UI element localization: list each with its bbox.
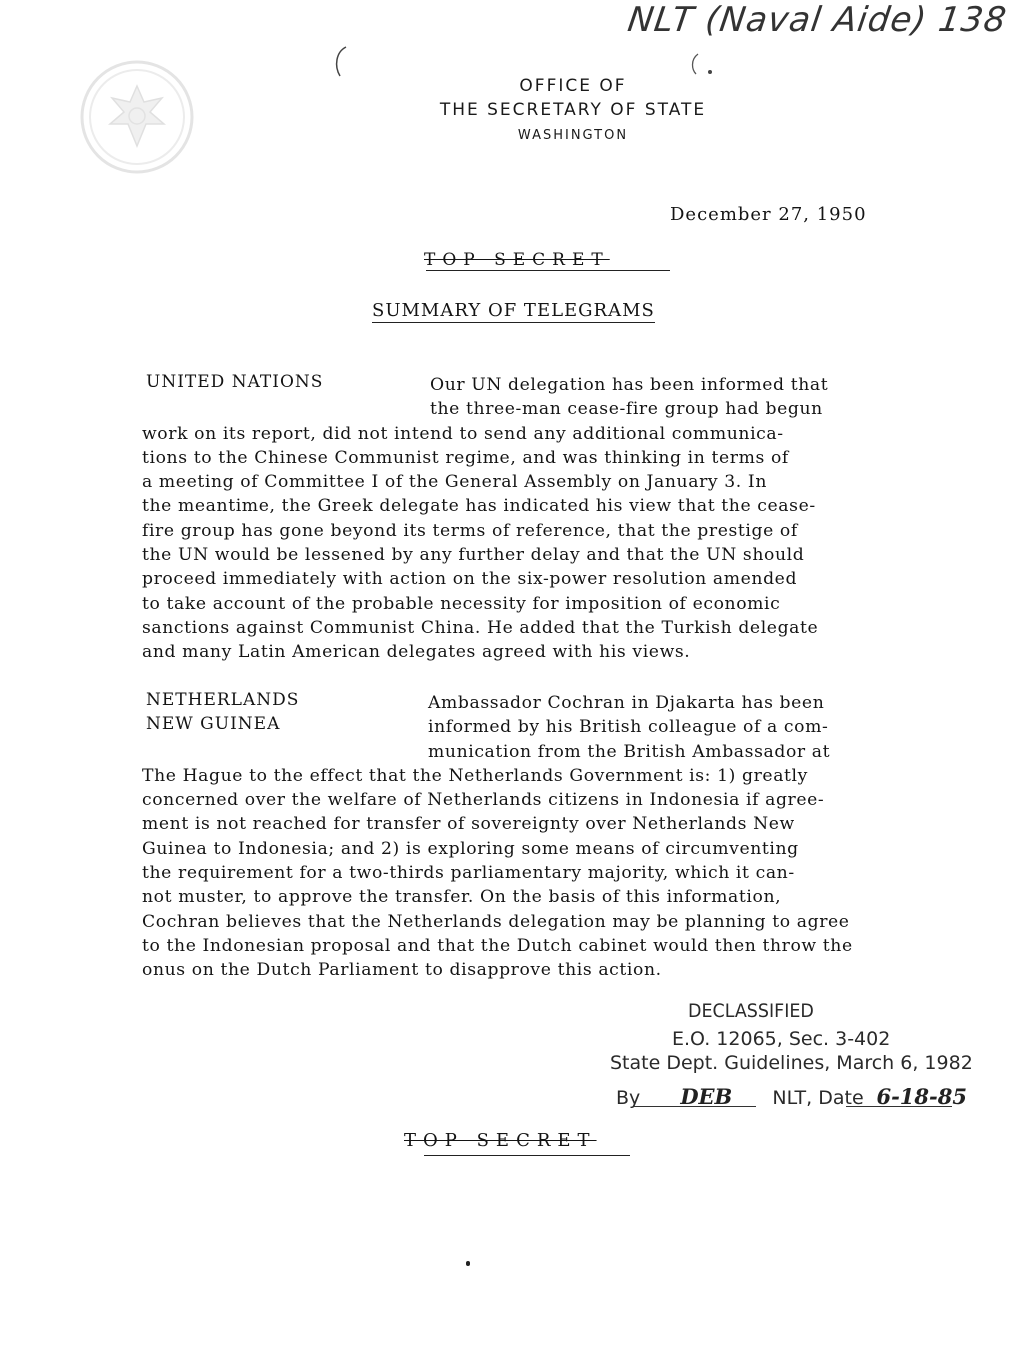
signature-underline <box>634 1106 756 1107</box>
body-line: a meeting of Committee I of the General Assembly on January 3. In <box>142 472 767 493</box>
body-line: and many Latin American delegates agreed with his views. <box>142 642 691 663</box>
body-line: Ambassador Cochran in Djakarta has been <box>428 693 825 713</box>
classification-bottom: TOP SECRET <box>404 1130 597 1151</box>
declassified-order: E.O. 12065, Sec. 3-402 <box>672 1028 891 1050</box>
paper-mark <box>688 52 718 78</box>
document-title: SUMMARY OF TELEGRAMS <box>372 300 655 321</box>
declassified-date: 6-18-85 <box>876 1084 967 1109</box>
divider <box>426 270 670 271</box>
paper-speck <box>466 1261 470 1266</box>
body-line: ment is not reached for transfer of sovereignty over Netherlands New <box>142 814 795 835</box>
body-line: to take account of the probable necessity for imposition of economic <box>142 593 781 614</box>
section-body <box>142 373 930 665</box>
by-label: By <box>616 1087 641 1109</box>
section-label: NETHERLANDS <box>146 690 300 710</box>
body-line: Our UN delegation has been informed that <box>430 375 829 395</box>
body-line: the meantime, the Greek delegate has indicated his view that the cease- <box>142 496 816 517</box>
body-line: the UN would be lessened by any further delay and that the UN should <box>142 545 805 566</box>
document-date: December 27, 1950 <box>670 204 867 225</box>
by-initials: DEB <box>680 1084 733 1109</box>
declassified-guidelines: State Dept. Guidelines, March 6, 1982 <box>610 1052 973 1074</box>
body-line: work on its report, did not intend to send any additional communica- <box>142 423 784 444</box>
body-line: the requirement for a two-thirds parliamentary majority, which it can- <box>142 863 795 884</box>
section-label: NEW GUINEA <box>146 714 281 734</box>
section-label: UNITED NATIONS <box>146 372 324 392</box>
body-line: proceed immediately with action on the six-power resolution amended <box>142 569 798 590</box>
body-line: tions to the Chinese Communist regime, and was thinking in terms of <box>142 447 789 468</box>
date-underline <box>846 1106 952 1107</box>
body-line: not muster, to approve the transfer. On the basis of this information, <box>142 887 782 908</box>
body-line: fire group has gone beyond its terms of reference, that the prestige of <box>142 520 798 541</box>
classification-top: TOP SECRET <box>424 250 610 270</box>
body-line: to the Indonesian proposal and that the Dutch cabinet would then throw the <box>142 935 853 956</box>
body-line: informed by his British colleague of a com- <box>428 717 829 738</box>
body-line: Cochran believes that the Netherlands delegation may be planning to agree <box>142 911 850 932</box>
body-line: The Hague to the effect that the Netherlands Government is: 1) greatly <box>142 765 808 786</box>
body-line: the three-man cease-fire group had begun <box>430 399 823 420</box>
nlt-date-label: NLT, Date <box>772 1087 864 1109</box>
section-body <box>142 691 930 983</box>
declassified-heading: DECLASSIFIED <box>688 1000 814 1022</box>
body-line: sanctions against Communist China. He added that the Turkish delegate <box>142 617 819 638</box>
divider <box>424 1155 630 1156</box>
body-line: concerned over the welfare of Netherlands citizens in Indonesia if agree- <box>142 790 825 811</box>
letterhead-line-1: OFFICE OF <box>519 76 627 96</box>
body-line: Guinea to Indonesia; and 2) is exploring some means of circumventing <box>142 838 799 859</box>
handwritten-archive-note: NLT (Naval Aide) 138 <box>625 0 1010 40</box>
body-line: onus on the Dutch Parliament to disapprove this action. <box>142 960 662 981</box>
body-line: munication from the British Ambassador at <box>428 741 831 762</box>
paper-mark <box>330 44 352 80</box>
letterhead-line-3: WASHINGTON <box>517 128 629 143</box>
letterhead-line-2: THE SECRETARY OF STATE <box>439 100 707 120</box>
